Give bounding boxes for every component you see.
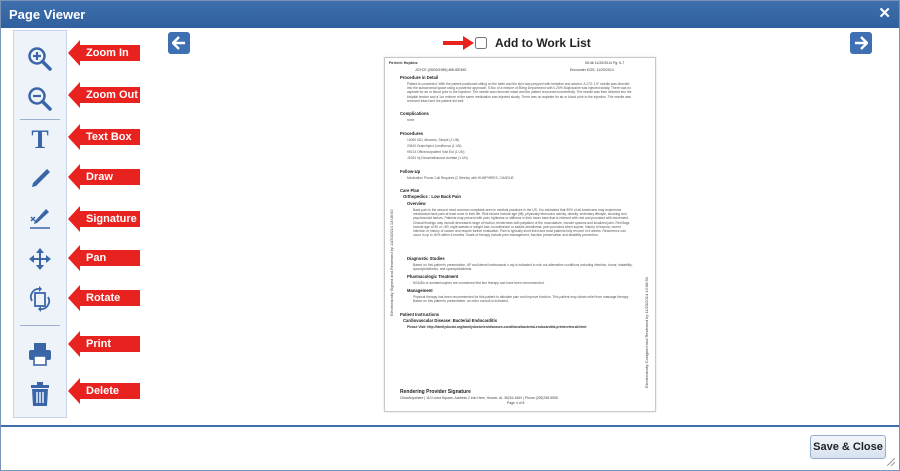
- delete-callout: [68, 376, 142, 406]
- callout-label: Delete: [86, 385, 120, 397]
- rotate-icon: [27, 286, 53, 312]
- rotate-callout: [68, 283, 142, 313]
- doc-header-patient: Pa tient: Hopkins: [389, 61, 418, 65]
- add-to-work-list: [441, 33, 591, 53]
- doc-complications-text: none: [407, 118, 415, 122]
- next-page-button[interactable]: [850, 32, 872, 54]
- pan-callout: [68, 243, 142, 273]
- print-callout: [68, 329, 142, 359]
- document-page[interactable]: [384, 57, 656, 412]
- callout-label: Zoom Out: [86, 89, 138, 101]
- pan-button[interactable]: [14, 241, 66, 277]
- delete-button[interactable]: [14, 376, 66, 412]
- resize-grip-icon[interactable]: [887, 458, 895, 466]
- doc-signature-title: Rendering Provider Signature: [400, 389, 471, 395]
- draw-button[interactable]: [14, 161, 66, 197]
- doc-instructions-visit: Please Visit: http://familydoctor.org/familydoctor/en/diseases-conditions/bacterial-endocarditis.printerview.all.html: [407, 325, 587, 329]
- doc-procedure-item: 99214 Office/outpatient Visit Est (1 UN): [407, 150, 465, 154]
- callout-label: Text Box: [86, 131, 132, 143]
- doc-mgmt-text: Physical therapy has been recommended for this patient to alleviate pain and improve function. This patient may obtain relief from massage therapy. Based on this patient's presentation, an ortho consult is indicated.: [413, 295, 629, 304]
- doc-procedure-title: Procedure in Detail: [400, 75, 439, 80]
- close-icon[interactable]: ✕: [878, 5, 891, 22]
- callout-label: Rotate: [86, 292, 121, 304]
- svg-text:T: T: [31, 126, 49, 152]
- text-box-callout: [68, 122, 142, 152]
- zoom-in-icon: [27, 46, 53, 72]
- doc-diagnostic-title: Diagnostic Studies: [407, 256, 445, 261]
- footer-divider: [1, 425, 899, 427]
- callout-label: Draw: [86, 171, 113, 183]
- previous-page-button[interactable]: [168, 32, 190, 54]
- signature-callout: [68, 204, 142, 234]
- arrow-left-icon: [172, 36, 186, 50]
- signature-icon: [27, 206, 53, 232]
- doc-side-right: Electronically Cosigned and Reviewed by 11/20/2014 13:08:50: [644, 277, 649, 388]
- doc-diagnostic-text: Based on this patient's presentation, AP and lateral lumbosacral x-ray is indicated to rule out alternative conditions including infection, tumor, instability, spondylolisthesis, and spondylolisthesis.: [413, 263, 633, 272]
- printer-icon: [27, 341, 53, 367]
- doc-procedure-item: 20610 Drain/Inject Joint/bursa (1 UN): [407, 144, 462, 148]
- toolbar-separator: [20, 325, 60, 326]
- callout-label: Print: [86, 338, 112, 350]
- callout-label: Signature: [86, 213, 137, 225]
- doc-footer-address: ClinicAnywhere | 110 Loma Square, Address 2 Info Here, Hoover, AL 35216-3460 | Phone (205)768-5555: [400, 396, 558, 400]
- doc-mgmt-title: Management: [407, 288, 433, 293]
- doc-side-left: Electronically Signed and Reviewed by 11/20/2014 13:08:50: [389, 209, 394, 316]
- doc-procedure-item: J1094 Inj Dexamethasone Acetate (1 UN): [407, 156, 468, 160]
- save-close-button[interactable]: Save & Close: [810, 435, 886, 459]
- doc-page-label: Page 4 of 8: [507, 401, 525, 405]
- move-icon: [27, 246, 53, 272]
- zoom-out-icon: [27, 86, 53, 112]
- print-button[interactable]: [14, 336, 66, 372]
- doc-instructions-sub: Cardiovascular Disease: Bacterial Endocarditis: [403, 318, 498, 323]
- zoom-out-button[interactable]: [14, 81, 66, 117]
- signature-button[interactable]: [14, 201, 66, 237]
- doc-pharm-title: Pharmacologic Treatment: [407, 274, 459, 279]
- zoom-out-callout: [68, 80, 142, 110]
- doc-careplan-title: Care Plan: [400, 188, 420, 193]
- toolbar-separator: [20, 119, 60, 120]
- doc-followup-title: Follow-Up: [400, 169, 421, 174]
- doc-overview-text: Back pain is the second most common complaint seen in medical practices in the US. It is estimated that 90% of all Americans may experience mechanical back pain at least once in their life. Risk factors include age (lift), physically strenuous activity, obesity, sedentary lifestyle, smoking and psychosocial factors. Patients may present with pain, tightness or stiffness in their lower back that is relieved with rest and provoked with movement. Clinical findings may include decreased range of motion, tenderness with palpation of the musculature, muscle spasms and localized pain. Red flags include age of 50 or >50, night sweats or weight loss, incontinence or saddle anesthesia, pain provoked when supine, history of trauma, recent infection or history of cancer and require further evaluation. Pain is typically short lived and most patients fully recover in 6 weeks. Recurrence can occur in up to 40% within 6 months. Goals of therapy include pain management, function preservation and disability prevention.: [413, 208, 630, 238]
- callout-label: Pan: [86, 252, 107, 264]
- work-list-checkbox[interactable]: [475, 37, 487, 49]
- doc-complications-title: Complications: [400, 111, 429, 116]
- doc-followup-text: Medication Phone Call Required (2 Weeks) with HUMPHRIES, CHARLIE: [407, 176, 514, 180]
- callout-label: Zoom In: [86, 47, 129, 59]
- doc-header-date: 05:46 11/20/2014 Pg: 5-7: [585, 61, 625, 65]
- work-list-label[interactable]: Add to Work List: [495, 36, 591, 50]
- doc-pharm-text: NSAIDs or acetaminophen are considered first line therapy and have been recommended.: [413, 281, 545, 285]
- window-title: Page Viewer: [9, 7, 86, 22]
- draw-callout: [68, 162, 142, 192]
- doc-instructions-title: Patient Instructions: [400, 312, 440, 317]
- doc-procedure-text: Patient is consented. With the patient positioned sitting on the table and the skin was prepped with betadine and alcohol. A 27G 1.5" needle was directed into the subacromial space using a posterior approach. 5.5cc of a mixture of 80mg Depomedrol with 0.25% Bupivicaine was injected slowly. There was no aspirate for air or blood prior to the injection. The needle was removed intact and the patient recovered uneventfully. The needle was then directed into the bicipital tendon and a 1cc mixture of the same medication was injected slowly. There was no aspirate for air or blood prior to the injection. The needle was removed intact and the patient did well.: [407, 82, 632, 103]
- zoom-in-button[interactable]: [14, 41, 66, 77]
- text-icon: [27, 126, 53, 152]
- annotation-toolbar: [13, 30, 67, 418]
- arrow-right-icon: [854, 36, 868, 50]
- trash-icon: [27, 381, 53, 407]
- red-arrow-icon: [443, 35, 475, 51]
- doc-overview-title: Overview: [407, 201, 426, 206]
- doc-careplan-sub: Orthopedics : Low Back Pain: [403, 194, 461, 199]
- zoom-in-callout: [68, 38, 142, 68]
- title-bar: [1, 1, 899, 28]
- doc-procedure-item: 10060 I&D, Abscess, Simple (1 UN): [407, 138, 460, 142]
- doc-header-id: JOYCE (09/09/1955) #MUDEMO: [415, 68, 467, 72]
- pen-icon: [27, 166, 53, 192]
- doc-procedures-title: Procedures: [400, 131, 424, 136]
- doc-header-dos: Encounter DOS: 11/20/2014: [570, 68, 614, 72]
- text-box-button[interactable]: [14, 121, 66, 157]
- rotate-button[interactable]: [14, 281, 66, 317]
